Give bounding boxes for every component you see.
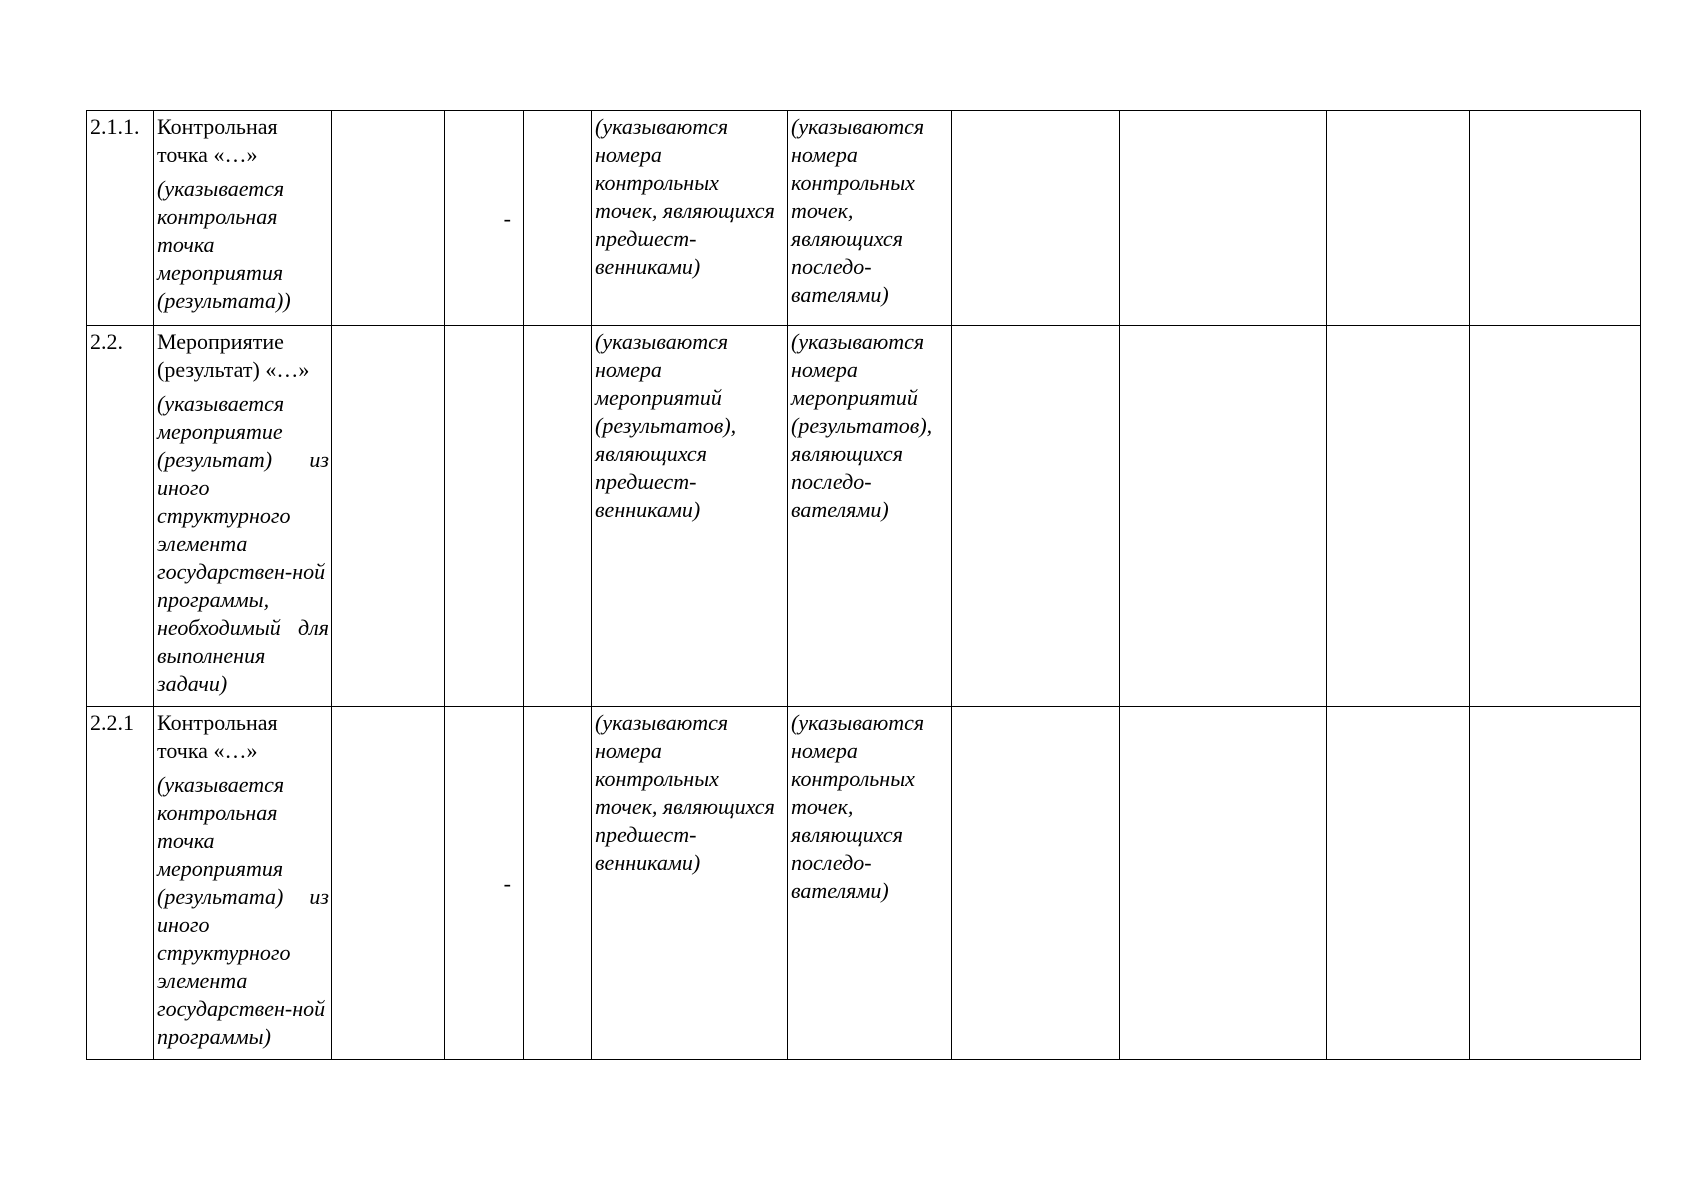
item-cell	[154, 707, 332, 1060]
successors-cell: (указываются номера контрольных точек, являющихся последо-вателями)	[788, 111, 952, 326]
empty-cell	[332, 707, 445, 1060]
dash-cell: -	[445, 111, 524, 326]
empty-cell	[1120, 707, 1327, 1060]
empty-cell	[952, 707, 1120, 1060]
empty-cell	[1120, 111, 1327, 326]
empty-cell	[1327, 707, 1470, 1060]
row-number: 2.1.1.	[87, 111, 154, 326]
successors-cell: (указываются номера контрольных точек, являющихся последо-вателями)	[788, 707, 952, 1060]
plan-table	[86, 110, 1641, 1060]
item-description: (указывается контрольная точка мероприятия (результата))	[157, 176, 291, 313]
item-title: Мероприятие (результат) «…»	[157, 329, 310, 382]
item-title: Контрольная точка «…»	[157, 710, 278, 763]
empty-cell	[332, 111, 445, 326]
empty-cell	[1470, 707, 1641, 1060]
empty-cell	[952, 111, 1120, 326]
item-description: (указывается мероприятие (результат) из иного структурного элемента государствен-ной программы, необходимый для выполнения задачи)	[157, 391, 329, 696]
table-row	[87, 111, 1641, 326]
empty-cell	[1120, 326, 1327, 707]
empty-cell	[1327, 326, 1470, 707]
dash-cell	[445, 326, 524, 707]
empty-cell	[1327, 111, 1470, 326]
table-row	[87, 707, 1641, 1060]
row-number: 2.2.1	[87, 707, 154, 1060]
successors-cell: (указываются номера мероприятий (результатов), являющихся последо-вателями)	[788, 326, 952, 707]
empty-cell	[524, 111, 592, 326]
empty-cell	[1470, 111, 1641, 326]
item-cell	[154, 111, 332, 326]
item-cell	[154, 326, 332, 707]
item-title: Контрольная точка «…»	[157, 114, 278, 167]
dash-cell: -	[445, 707, 524, 1060]
empty-cell	[1470, 326, 1641, 707]
predecessors-cell: (указываются номера контрольных точек, являющихся предшест-венниками)	[592, 707, 788, 1060]
item-description: (указывается контрольная точка мероприятия (результата) из иного структурного элемента государствен-ной программы)	[157, 772, 329, 1049]
predecessors-cell: (указываются номера контрольных точек, являющихся предшест-венниками)	[592, 111, 788, 326]
row-number: 2.2.	[87, 326, 154, 707]
empty-cell	[332, 326, 445, 707]
empty-cell	[524, 707, 592, 1060]
predecessors-cell: (указываются номера мероприятий (результатов), являющихся предшест-венниками)	[592, 326, 788, 707]
empty-cell	[524, 326, 592, 707]
empty-cell	[952, 326, 1120, 707]
table-row	[87, 326, 1641, 707]
